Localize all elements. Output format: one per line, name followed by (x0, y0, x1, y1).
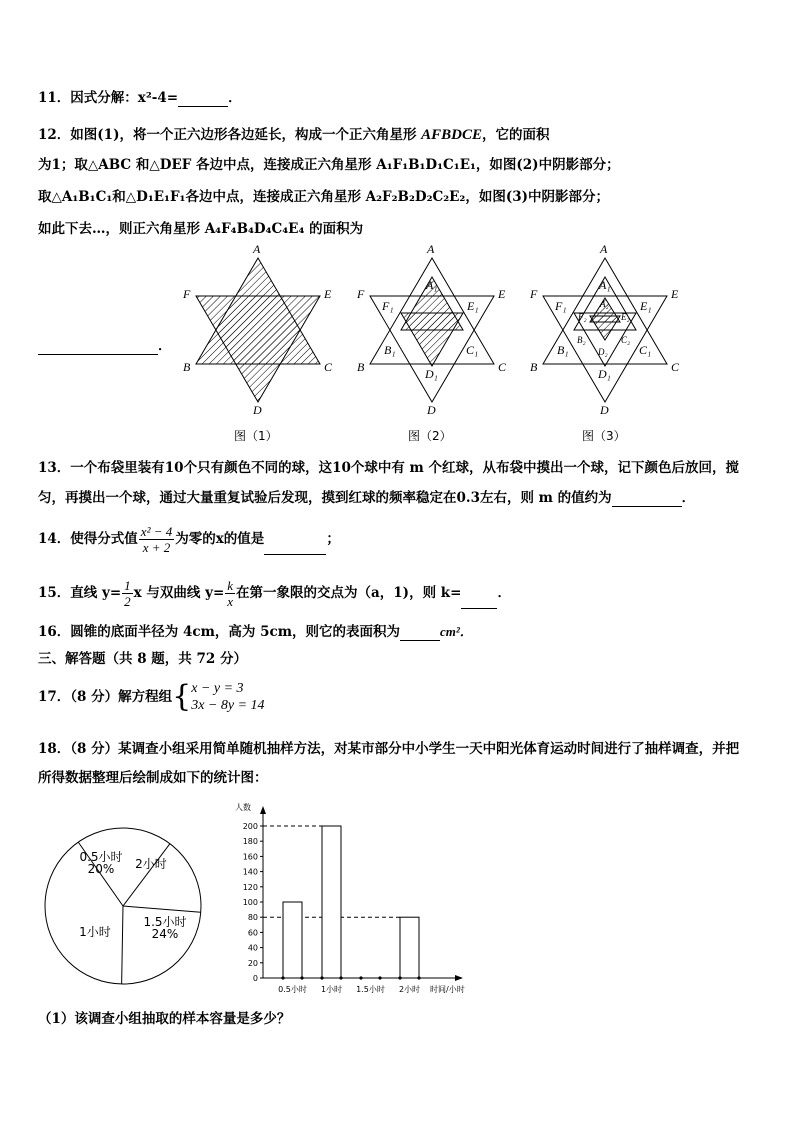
q11-answer-blank[interactable] (178, 93, 228, 107)
pie-slice-label: 2小时 (135, 857, 167, 871)
pie-slice-label: 0.5小时 (79, 850, 123, 864)
q14-fraction: $\frac{\text{x² − 4}}{x + 2}$ (140, 524, 173, 555)
question-18-line2: 所得数据整理后绘制成如下的统计图： (38, 770, 268, 786)
x-tick-dot (339, 976, 342, 979)
y-tick-label: 120 (242, 882, 258, 892)
pie-slice-percent: 20% (87, 862, 115, 876)
y-axis-arrow (260, 806, 266, 814)
x-tick-dot (359, 976, 362, 979)
pie-slice-label: 1小时 (79, 925, 111, 939)
question-12-line2: 为1；取△ABC 和△DEF 各边中点，连接成正六角星形 A₁F₁B₁D₁C₁E₁，如图(2)中阴影部分； (38, 157, 620, 173)
x-tick-dot (281, 976, 284, 979)
fig3-label-e2: E₂ (621, 312, 630, 322)
fig1-label-e: E (324, 287, 332, 301)
fig3-label-c: C (671, 360, 680, 374)
question-14: 14．使得分式值 $\frac{\text{x² − 4}}{x + 2}$ 为零的x的值是 ； (38, 524, 340, 555)
q15-fraction-half: $\frac{1}{2}$ (124, 578, 131, 609)
fig1-label-f: F (183, 287, 191, 301)
bar (283, 902, 302, 978)
fig3-label-b: B (530, 360, 538, 374)
pie-chart (40, 820, 210, 990)
fig3-label-a: A (600, 242, 608, 256)
fig2-label-c: C (498, 360, 507, 374)
fig2-label-e1: E₁ (467, 299, 479, 313)
y-tick-label: 0 (252, 974, 258, 983)
y-tick-label: 200 (242, 822, 258, 831)
question-12-line1: 12．如图(1)，将一个正六边形各边延长，构成一个正六角星形 AFBDCE，它的面积 (38, 127, 550, 143)
fig2-label-f: F (357, 287, 365, 301)
question-13-line1: 13．一个布袋里装有10个只有颜色不同的球，这10个球中有 m 个红球，从布袋中摸出一个球，记下颜色后放回，搅 (38, 460, 740, 476)
fig2-label-b: B (357, 360, 365, 374)
x-tick-dot (300, 976, 303, 979)
figure-1 (196, 258, 320, 402)
fig2-label-a1: A₁ (426, 278, 438, 292)
y-tick-label: 40 (247, 943, 258, 953)
x-tick-dot (378, 976, 381, 979)
x-tick-label: 0.5小时 (278, 985, 307, 994)
fig1-label-c: C (324, 360, 333, 374)
fig3-label-c2: C₂ (621, 335, 631, 345)
fig3-label-d2: D₂ (598, 347, 608, 357)
question-11: 11．因式分解：x²-4= ． (38, 90, 242, 106)
y-tick-label: 80 (247, 913, 258, 923)
fig3-label-a1: A₁ (599, 278, 611, 292)
q13-answer-blank[interactable] (612, 493, 682, 507)
q17-brace: { (172, 679, 192, 714)
question-18-sub1: （1）该调查小组抽取的样本容量是多少？ (38, 1011, 291, 1027)
x-tick-dot (417, 976, 420, 979)
x-tick-dot (320, 976, 323, 979)
q11-text: 11．因式分解：x²-4= (38, 90, 179, 106)
fig2-label-a: A (427, 242, 435, 256)
x-axis-label: 时间/小时 (430, 985, 465, 994)
fig3-label-b2: B₂ (577, 335, 586, 345)
y-tick-label: 160 (242, 852, 258, 862)
q12-answer: ． (38, 337, 172, 355)
fig3-caption: 图（3） (582, 429, 626, 443)
fig1-label-d: D (253, 403, 262, 417)
q15-answer-blank[interactable] (461, 595, 497, 609)
fig1-label-b: B (183, 360, 191, 374)
fig3-label-c1: C₁ (639, 343, 652, 357)
fig1-label-a: A (253, 242, 261, 256)
fig3-label-e1: E₁ (640, 299, 652, 313)
bar (322, 826, 341, 978)
hexagram-figures (0, 240, 794, 450)
x-tick-label: 1.5小时 (356, 985, 385, 994)
fig2-label-b1: B₁ (384, 343, 396, 357)
fig2-label-f1: F₁ (382, 299, 394, 313)
fig2-label-e: E (498, 287, 506, 301)
fig3-label-f2: F₂ (578, 312, 587, 322)
fig3-label-f: F (530, 287, 538, 301)
pie-slice-label: 1.5小时 (143, 915, 187, 929)
y-axis-label: 人数 (235, 803, 251, 812)
q16-answer-blank[interactable] (400, 627, 440, 641)
fig2-label-d1: D₁ (425, 367, 438, 381)
pie-slice-percent: 24% (151, 927, 179, 941)
fig1-caption: 图（1） (234, 429, 278, 443)
question-13-line2: 匀，再摸出一个球，通过大量重复试验后发现，摸到红球的频率稳定在0.3左右，则 m 的值约为 ． (38, 490, 696, 506)
question-18-line1: 18．（8 分）某调查小组采用简单随机抽样方法，对某市部分中小学生一天中阳光体育运动时间进行了抽样调查，并把 (38, 741, 740, 757)
x-tick-label: 2小时 (398, 985, 421, 994)
x-axis-arrow (455, 975, 463, 981)
q15-fraction-k-over-x: $\frac{k}{x}$ (227, 578, 234, 609)
section-3-heading: 三、解答题（共 8 题，共 72 分） (38, 651, 247, 667)
bar-chart (225, 798, 490, 1003)
y-tick-label: 180 (242, 837, 258, 847)
question-15: 15．直线 y= $\frac{1}{2}$ x 与双曲线 y= $\frac{k}{x}$ 在第一象限的交点为（a，1)，则 k= ． (38, 578, 511, 609)
question-17: 17．（8 分）解方程组{ x − y = 3 3x − 8y = 14 (38, 679, 265, 714)
fig3-label-a2: A₂ (600, 299, 609, 309)
fig3-label-d1: D₁ (598, 367, 611, 381)
question-16: 16．圆锥的底面半径为 4cm，高为 5cm，则它的表面积为 cm²． (38, 624, 473, 640)
fig2-caption: 图（2） (408, 429, 452, 443)
x-tick-dot (398, 976, 401, 979)
fig3-label-d: D (600, 403, 609, 417)
y-tick-label: 60 (247, 928, 258, 938)
q14-answer-blank[interactable] (264, 541, 326, 555)
fig3-label-e: E (671, 287, 679, 301)
y-tick-label: 140 (242, 867, 258, 877)
fig2-label-c1: C₁ (466, 343, 479, 357)
fig3-label-b1: B₁ (557, 343, 569, 357)
fig2-label-d: D (427, 403, 436, 417)
fig3-label-f1: F₁ (555, 299, 567, 313)
question-12-line3: 取△A₁B₁C₁和△D₁E₁F₁各边中点，连接成正六角星形 A₂F₂B₂D₂C₂E₂，如图(3)中阴影部分； (38, 189, 610, 205)
y-tick-label: 100 (242, 898, 258, 907)
q17-equation-system: x − y = 3 3x − 8y = 14 (191, 681, 265, 713)
x-tick-label: 1小时 (320, 985, 343, 994)
question-12-line4: 如此下去…，则正六角星形 A₄F₄B₄D₄C₄E₄ 的面积为 (38, 221, 364, 237)
bar (400, 917, 419, 978)
y-tick-label: 20 (247, 958, 258, 968)
